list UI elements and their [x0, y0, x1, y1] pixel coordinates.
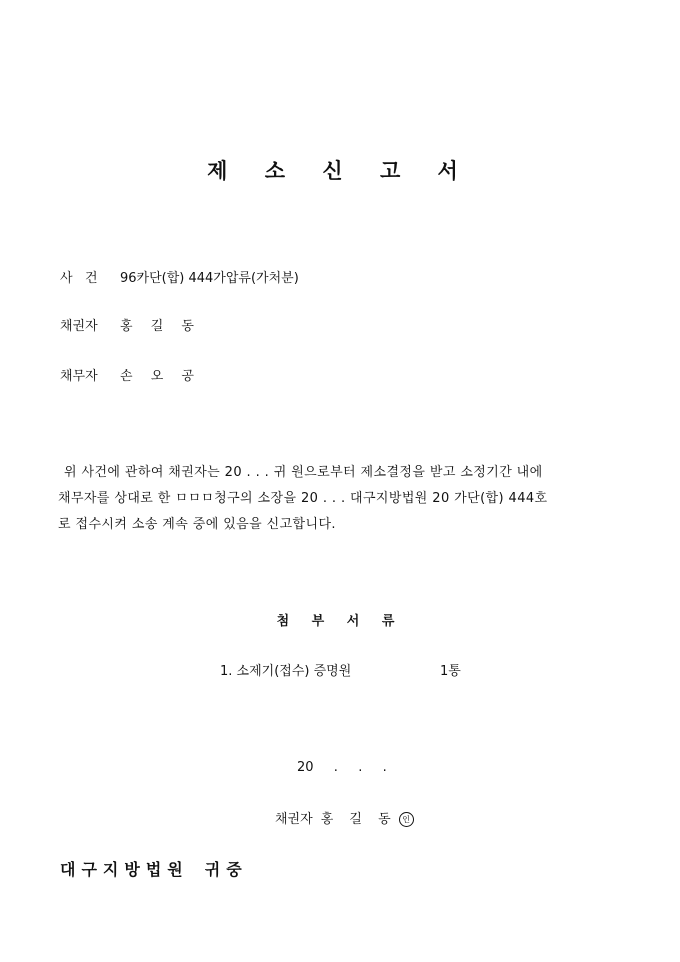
court-name: 대구지방법원 [60, 860, 189, 879]
body-line-3: 로 접수시켜 소송 계속 중에 있음을 신고합니다. [58, 517, 336, 532]
attachments-heading: 첨 부 서 류 [276, 614, 404, 629]
body-line-2: 채무자를 상대로 한 ㅁㅁㅁ청구의 소장을 20 . . . 대구지방법원 20 가단(합) 444호 [58, 491, 548, 506]
court-addressee [60, 857, 248, 880]
declaration-body [58, 460, 632, 538]
creditor-field [60, 315, 201, 334]
creditor-value: 홍 길 동 [120, 319, 201, 334]
debtor-label: 채무자 [60, 369, 98, 384]
filing-date: 20 . . . [297, 760, 387, 775]
signature-label: 채권자 [275, 812, 313, 827]
attachment-count: 1통 [440, 664, 461, 679]
debtor-value: 손 오 공 [120, 369, 201, 384]
court-suffix: 귀중 [204, 860, 248, 879]
case-value: 96카단(합) 444가압류(가처분) [120, 271, 299, 286]
debtor-field [60, 365, 201, 384]
signature-name: 홍 길 동 [320, 812, 397, 827]
body-line-1: 위 사건에 관하여 채권자는 20 . . . 귀 원으로부터 제소결정을 받고 소정기간 내에 [64, 465, 543, 480]
seal-icon: 인 [399, 812, 414, 827]
creditor-label: 채권자 [60, 319, 98, 334]
document-title: 제 소 신 고 서 [207, 159, 473, 183]
case-label: 사 건 [60, 271, 98, 286]
signature-line [275, 808, 414, 827]
case-field [60, 267, 299, 286]
attachment-item: 1. 소제기(접수) 증명원 [220, 664, 352, 679]
